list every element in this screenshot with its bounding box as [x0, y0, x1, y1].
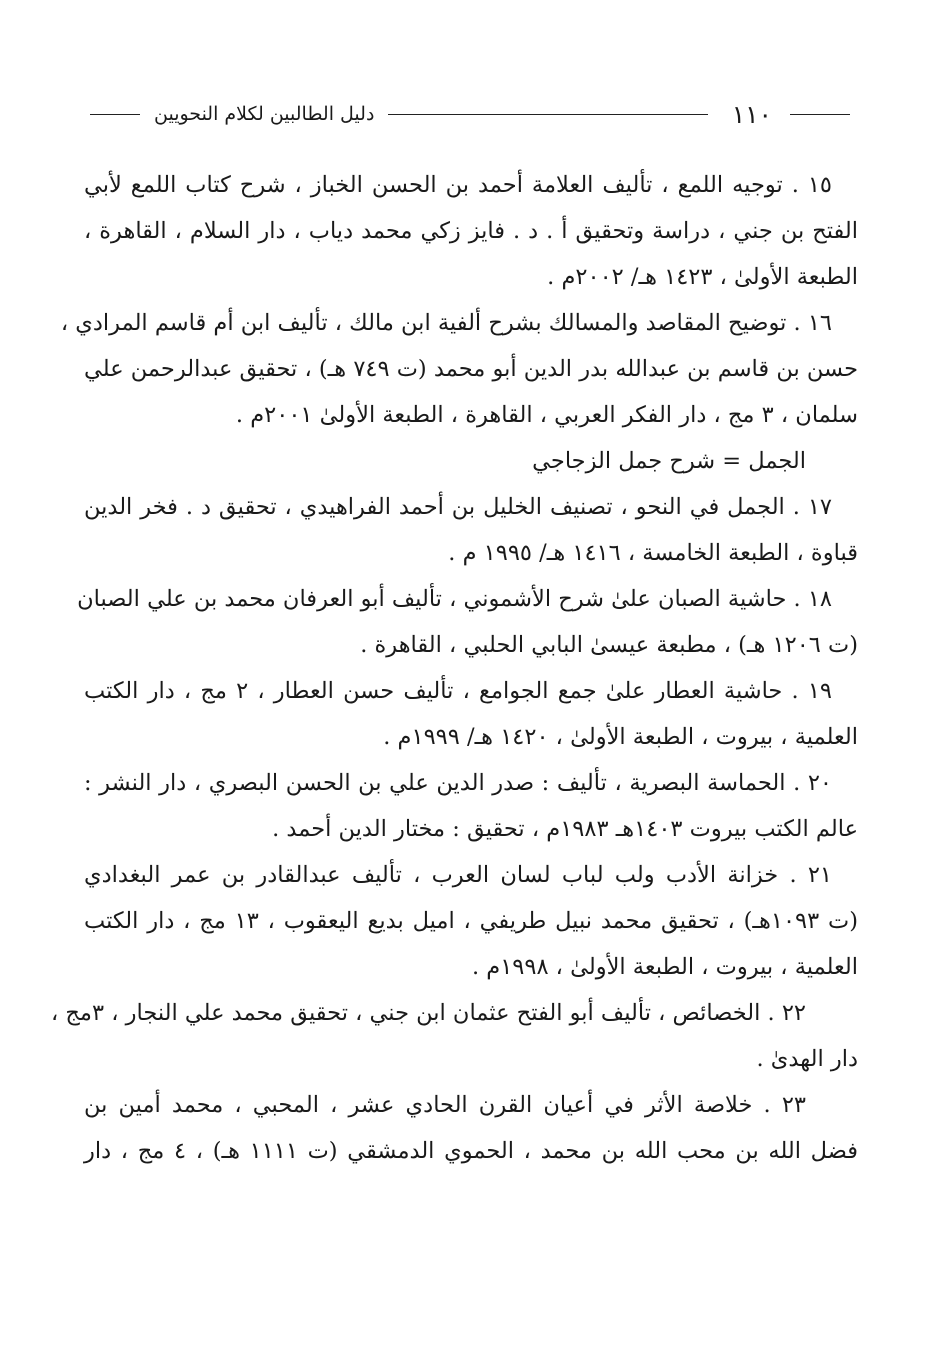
text-line: الجمل = شرح جمل الزجاجي [532, 448, 806, 474]
text-line: ٢٠ . الحماسة البصرية ، تأليف : صدر الدين علي بن الحسن البصري ، دار النشر : [84, 770, 832, 796]
text-line: العلمية ، بيروت ، الطبعة الأولىٰ ، ١٩٩٨م . [471, 954, 858, 980]
text-line: ٢٢ . الخصائص ، تأليف أبو الفتح عثمان ابن جني ، تحقيق محمد علي النجار ، ٣مج ، [50, 1000, 806, 1026]
text-line: ٢٣ . خلاصة الأثر في أعيان القرن الحادي عشر ، المحبي ، محمد أمين بن [84, 1092, 806, 1118]
running-title: دليل الطالبين لكلام النحويين [154, 103, 375, 125]
text-line: الفتح بن جني ، دراسة وتحقيق أ . د . فايز زكي محمد دياب ، دار السلام ، القاهرة ، [84, 218, 858, 244]
text-line: الطبعة الأولىٰ ، ١٤٢٣ هـ/ ٢٠٠٢م . [547, 264, 858, 290]
text-line: ١٩ . حاشية العطار علىٰ جمع الجوامع ، تأليف حسن العطار ، ٢ مج ، دار الكتب [84, 678, 833, 704]
text-line: ١٧ . الجمل في النحو ، تصنيف الخليل بن أحمد الفراهيدي ، تحقيق د . فخر الدين [84, 494, 832, 520]
bibliography-body [50, 162, 859, 1174]
text-line: عالم الكتب بيروت ١٤٠٣هـ ١٩٨٣م ، تحقيق : مختار الدين أحمد . [272, 816, 858, 842]
text-line: حسن بن قاسم بن عبدالله بدر الدين أبو محمد (ت ٧٤٩ هـ) ، تحقيق عبدالرحمن علي [84, 356, 859, 382]
text-line: ١٨ . حاشية الصبان علىٰ شرح الأشموني ، تأليف أبو العرفان محمد بن علي الصبان [77, 586, 832, 612]
text-line: ١٥ . توجيه اللمع ، تأليف العلامة أحمد بن الحسن الخباز ، شرح كتاب اللمع لأبي [84, 172, 832, 198]
text-line: سلمان ، ٣ مج ، دار الفكر العربي ، القاهرة ، الطبعة الأولىٰ ٢٠٠١م . [235, 402, 858, 428]
text-line: فضل الله بن محب الله بن محمد ، الحموي الدمشقي (ت ١١١١ هـ) ، ٤ مج ، دار [84, 1138, 858, 1164]
text-line: دار الهدىٰ . [756, 1046, 858, 1072]
header-rule-left [90, 114, 140, 115]
text-line: قباوة ، الطبعة الخامسة ، ١٤١٦ هـ/ ١٩٩٥ م . [448, 540, 858, 566]
text-line: ٢١ . خزانة الأدب ولب لباب لسان العرب ، تأليف عبدالقادر بن عمر البغدادي [84, 862, 832, 888]
header-rule-middle [388, 114, 707, 115]
text-line: ١٦ . توضيح المقاصد والمسالك بشرح ألفية ابن مالك ، تأليف ابن أم قاسم المرادي ، [60, 310, 832, 336]
text-line: (ت ١٠٩٣هـ) ، تحقيق محمد نبيل طريفي ، اميل بديع اليعقوب ، ١٣ مج ، دار الكتب [84, 908, 858, 934]
page-number: ١١٠ [731, 99, 772, 129]
header-rule-right [790, 114, 850, 115]
page-header [90, 96, 850, 132]
text-line: العلمية ، بيروت ، الطبعة الأولىٰ ، ١٤٢٠ هـ/ ١٩٩٩م . [383, 724, 858, 750]
text-line: (ت ١٢٠٦ هـ) ، مطبعة عيسىٰ البابي الحلبي ، القاهرة . [360, 632, 858, 658]
